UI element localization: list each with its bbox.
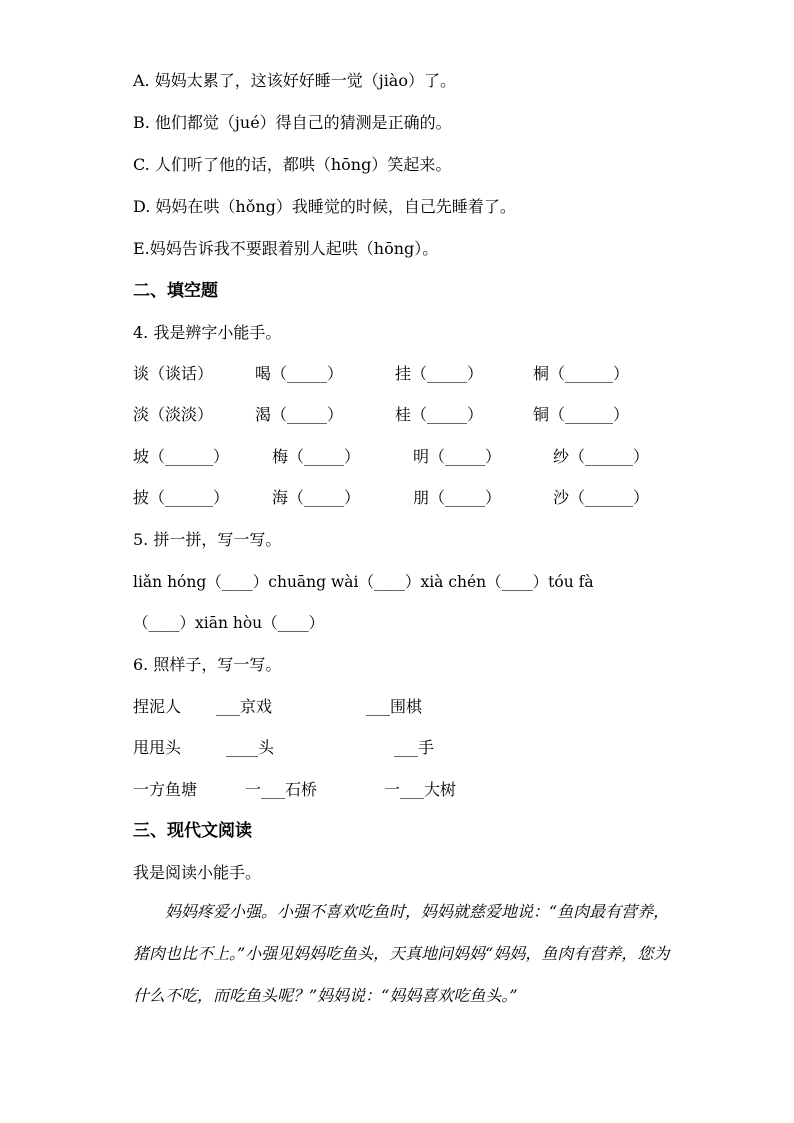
q4-cell: 明（_____）: [413, 447, 502, 466]
q4-cell: 桂（_____）: [395, 405, 484, 424]
q4-cell: 纱（______）: [553, 447, 650, 466]
q5-pinyin-line-1: liǎn hóng（____）chuāng wài（____）xià chén（____）tóu fà: [133, 573, 594, 591]
q5-pinyin-line-2: （____）xiān hòu（____）: [133, 614, 325, 632]
q4-cell: 沙（______）: [553, 488, 650, 507]
q6-blank: ___京戏: [216, 697, 273, 716]
q6-blank: ___手: [394, 738, 435, 757]
reading-passage: [133, 891, 673, 1017]
q4-cell: 挂（_____）: [395, 364, 484, 383]
option-d: D. 妈妈在哄（hǒng）我睡觉的时候，自己先睡着了。: [133, 197, 516, 216]
q6-blank: 一___石桥: [245, 780, 318, 799]
option-a: A. 妈妈太累了，这该好好睡一觉（jiào）了。: [133, 71, 456, 90]
q4-cell: 海（_____）: [272, 488, 361, 507]
reading-intro: 我是阅读小能手。: [133, 863, 262, 882]
option-c: C. 人们听了他的话，都哄（hōng）笑起来。: [133, 155, 452, 174]
q4-cell: 谈（谈话）: [133, 364, 214, 383]
q6-example: 一方鱼塘: [133, 780, 198, 799]
q4-cell: 坡（______）: [133, 447, 230, 466]
option-b: B. 他们都觉（jué）得自己的猜测是正确的。: [133, 113, 452, 132]
q4-cell: 喝（_____）: [255, 364, 344, 383]
question-6-title: 6. 照样子，写一写。: [133, 655, 282, 674]
option-e: E.妈妈告诉我不要跟着别人起哄（hōng）。: [133, 239, 439, 258]
q6-blank: ____头: [226, 738, 275, 757]
q4-cell: 淡（淡淡）: [133, 405, 214, 424]
q6-blank: ___围棋: [366, 697, 423, 716]
q4-cell: 渴（_____）: [255, 405, 344, 424]
q4-cell: 梅（_____）: [272, 447, 361, 466]
q6-example: 捏泥人: [133, 697, 182, 716]
section-heading-reading: 三、现代文阅读: [133, 821, 252, 841]
section-heading-fill-blank: 二、填空题: [133, 281, 218, 301]
q4-cell: 披（______）: [133, 488, 230, 507]
passage-text: 妈妈疼爱小强。小强不喜欢吃鱼时，妈妈就慈爱地说：“鱼肉最有营养，猪肉也比不上。”小强见妈妈吃鱼头，天真地问妈妈“妈妈，鱼肉有营养，您为什么不吃，而吃鱼头呢？”妈妈说：“妈妈喜欢吃鱼头。”: [133, 902, 670, 1005]
question-4-title: 4. 我是辨字小能手。: [133, 323, 282, 342]
q4-cell: 桐（______）: [533, 364, 630, 383]
q6-example: 甩甩头: [133, 738, 182, 757]
q6-blank: 一___大树: [384, 780, 457, 799]
question-5-title: 5. 拼一拼，写一写。: [133, 530, 282, 549]
q4-cell: 朋（_____）: [413, 488, 502, 507]
q4-cell: 铜（______）: [533, 405, 630, 424]
